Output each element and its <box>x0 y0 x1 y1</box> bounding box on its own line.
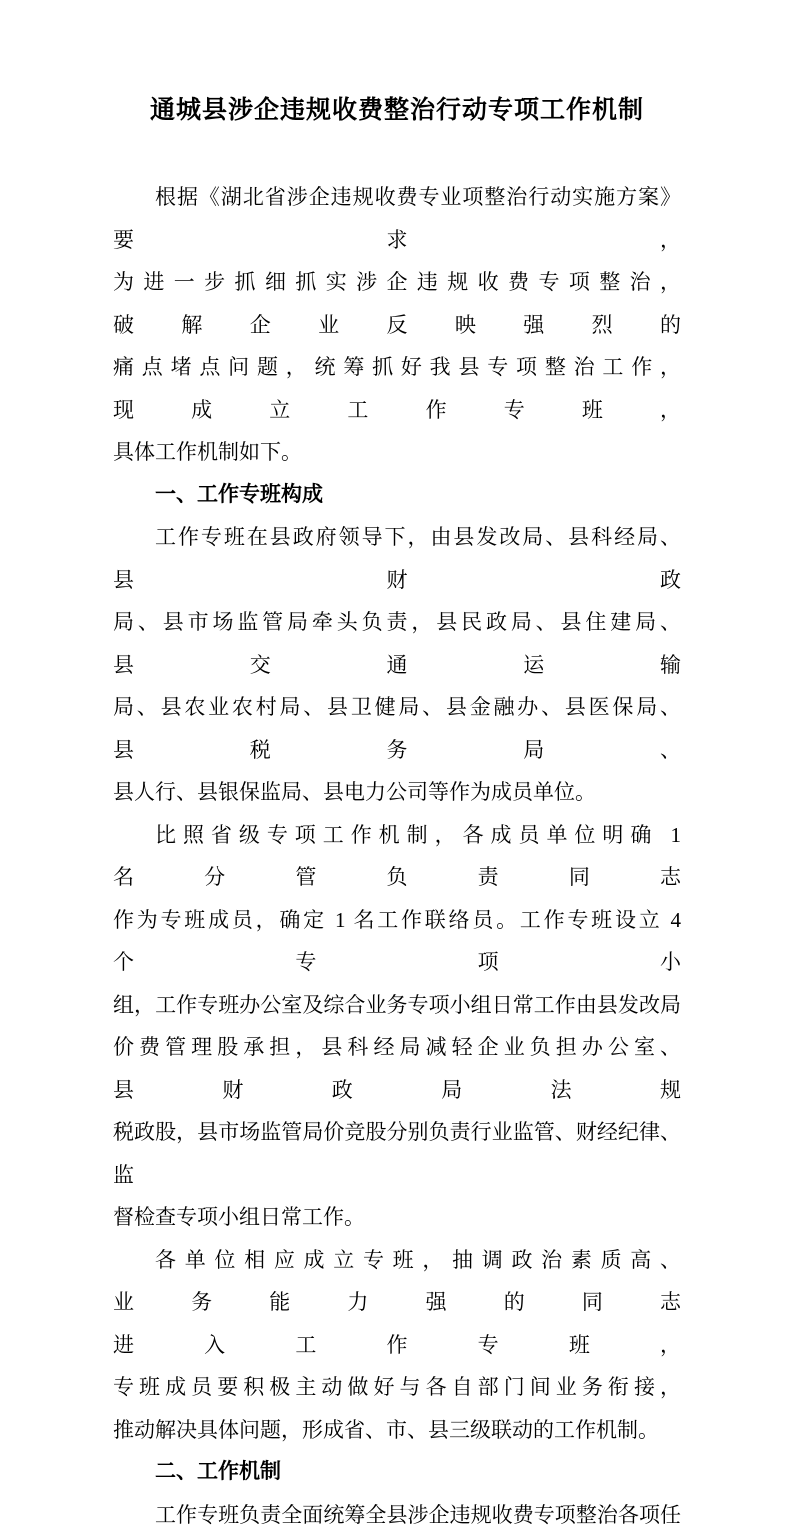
text-line: 痛点堵点问题，统筹抓好我县专项整治工作，现成立工作专班， <box>113 346 681 431</box>
text-line: 督检查专项小组日常工作。 <box>113 1196 681 1239</box>
section-heading: 一、工作专班构成 <box>113 474 681 517</box>
text-line: 局、县农业农村局、县卫健局、县金融办、县医保局、县税务局、 <box>113 686 681 771</box>
text-line: 税政股，县市场监管局价竞股分别负责行业监管、财经纪律、监 <box>113 1111 681 1196</box>
text-line: 局、县市场监管局牵头负责，县民政局、县住建局、县交通运输 <box>113 601 681 686</box>
text-line: 县人行、县银保监局、县电力公司等作为成员单位。 <box>113 771 681 814</box>
text-line: 工作专班负责全面统筹全县涉企违规收费专项整治各项任 <box>113 1494 681 1536</box>
text-line: 具体工作机制如下。 <box>113 431 681 474</box>
text-line: 根据《湖北省涉企违规收费专业项整治行动实施方案》要求， <box>113 176 681 261</box>
text-line: 进入工作专班，专班成员要积极主动做好与各自部门间业务衔接， <box>113 1324 681 1409</box>
text-line: 比照省级专项工作机制，各成员单位明确 1 名分管负责同志 <box>113 814 681 899</box>
text-line: 价费管理股承担，县科经局减轻企业负担办公室、县财政局法规 <box>113 1026 681 1111</box>
text-line: 组，工作专班办公室及综合业务专项小组日常工作由县发改局 <box>113 984 681 1027</box>
section-heading: 二、工作机制 <box>113 1451 681 1494</box>
text-line: 工作专班在县政府领导下，由县发改局、县科经局、县财政 <box>113 516 681 601</box>
text-line: 推动解决具体问题，形成省、市、县三级联动的工作机制。 <box>113 1409 681 1452</box>
document-title: 通城县涉企违规收费整治行动专项工作机制 <box>113 92 681 130</box>
text-line: 为进一步抓细抓实涉企违规收费专项整治，破解企业反映强烈的 <box>113 261 681 346</box>
text-line: 各单位相应成立专班，抽调政治素质高、业务能力强的同志 <box>113 1239 681 1324</box>
document-body <box>113 176 681 1536</box>
text-line: 作为专班成员，确定 1 名工作联络员。工作专班设立 4 个专项小 <box>113 899 681 984</box>
